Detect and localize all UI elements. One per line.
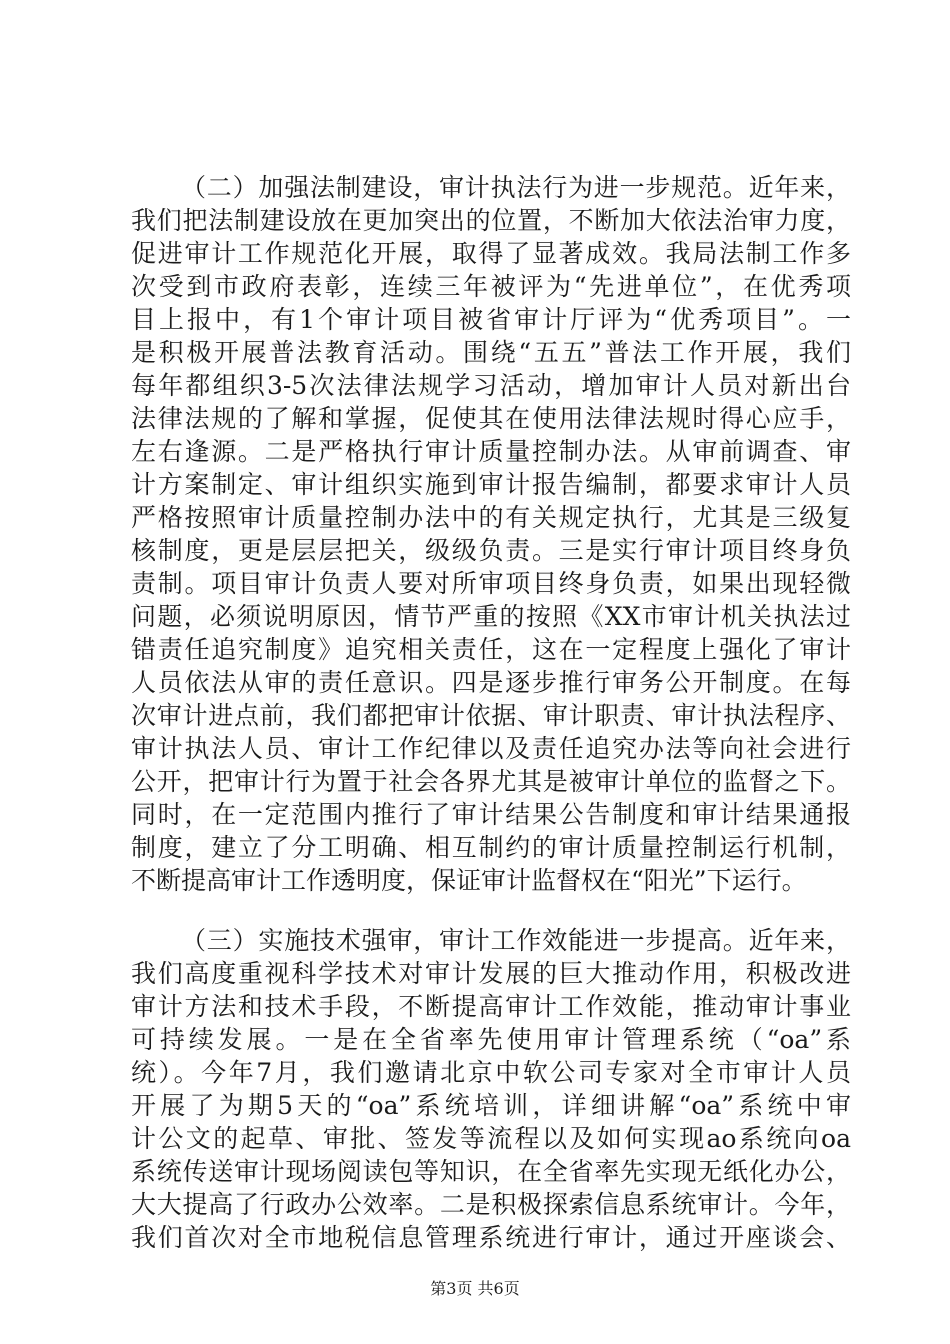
text-line: 系统传送审计现场阅读包等知识，在全省率先实现无纸化办公， xyxy=(131,1157,851,1186)
text-line: 每年都组织3-5次法律法规学习活动，增加审计人员对新出台 xyxy=(131,371,851,400)
text-line: 审计方法和技术手段，不断提高审计工作效能，推动审计事业 xyxy=(131,992,851,1021)
text-line: 计公文的起草、审批、签发等流程以及如何实现ao系统向oa xyxy=(131,1124,851,1153)
text-line: 责制。项目审计负责人要对所审项目终身负责，如果出现轻微 xyxy=(131,569,851,598)
text-line: 我们首次对全市地税信息管理系统进行审计，通过开座谈会、 xyxy=(131,1223,851,1252)
text-line: 我们把法制建设放在更加突出的位置，不断加大依法治审力度， xyxy=(131,206,851,235)
text-line: 大大提高了行政办公效率。二是积极探索信息系统审计。今年， xyxy=(131,1190,851,1219)
text-line: 公开，把审计行为置于社会各界尤其是被审计单位的监督之下。 xyxy=(131,767,851,796)
text-line: 开展了为期5天的“oa”系统培训，详细讲解“oa”系统中审 xyxy=(131,1091,851,1120)
text-line: 是积极开展普法教育活动。围绕“五五”普法工作开展，我们 xyxy=(131,338,851,367)
text-line: 错责任追究制度》追究相关责任，这在一定程度上强化了审计 xyxy=(131,635,851,664)
text-line: 我们高度重视科学技术对审计发展的巨大推动作用，积极改进 xyxy=(131,959,851,988)
text-line: 不断提高审计工作透明度，保证审计监督权在“阳光”下运行。 xyxy=(131,866,807,895)
text-line: 计方案制定、审计组织实施到审计报告编制，都要求审计人员 xyxy=(131,470,851,499)
text-line: 问题，必须说明原因，情节严重的按照《XX市审计机关执法过 xyxy=(131,602,851,631)
text-line: 制度，建立了分工明确、相互制约的审计质量控制运行机制， xyxy=(131,833,851,862)
page-number-footer: 第3页 共6页 xyxy=(430,1279,520,1298)
text-line: 审计执法人员、审计工作纪律以及责任追究办法等向社会进行 xyxy=(131,734,851,763)
text-line: 法律法规的了解和掌握，促使其在使用法律法规时得心应手， xyxy=(131,404,851,433)
text-line: 次受到市政府表彰，连续三年被评为“先进单位”，在优秀项 xyxy=(131,272,851,301)
text-line: 严格按照审计质量控制办法中的有关规定执行，尤其是三级复 xyxy=(131,503,851,532)
text-line: 目上报中，有1个审计项目被省审计厅评为“优秀项目”。一 xyxy=(131,305,851,334)
text-line: （二）加强法制建设，审计执法行为进一步规范。近年来， xyxy=(181,173,851,202)
text-line: 促进审计工作规范化开展，取得了显著成效。我局法制工作多 xyxy=(131,239,851,268)
text-line: 次审计进点前，我们都把审计依据、审计职责、审计执法程序、 xyxy=(131,701,851,730)
text-line: 人员依法从审的责任意识。四是逐步推行审务公开制度。在每 xyxy=(131,668,851,697)
text-line: 可持续发展。一是在全省率先使用审计管理系统（“oa”系 xyxy=(131,1025,851,1054)
text-line: 核制度，更是层层把关，级级负责。三是实行审计项目终身负 xyxy=(131,536,851,565)
text-line: 同时，在一定范围内推行了审计结果公告制度和审计结果通报 xyxy=(131,800,851,829)
text-line: （三）实施技术强审，审计工作效能进一步提高。近年来， xyxy=(181,926,851,955)
text-line: 统）。今年7月，我们邀请北京中软公司专家对全市审计人员 xyxy=(131,1058,851,1087)
text-line: 左右逢源。二是严格执行审计质量控制办法。从审前调查、审 xyxy=(131,437,851,466)
